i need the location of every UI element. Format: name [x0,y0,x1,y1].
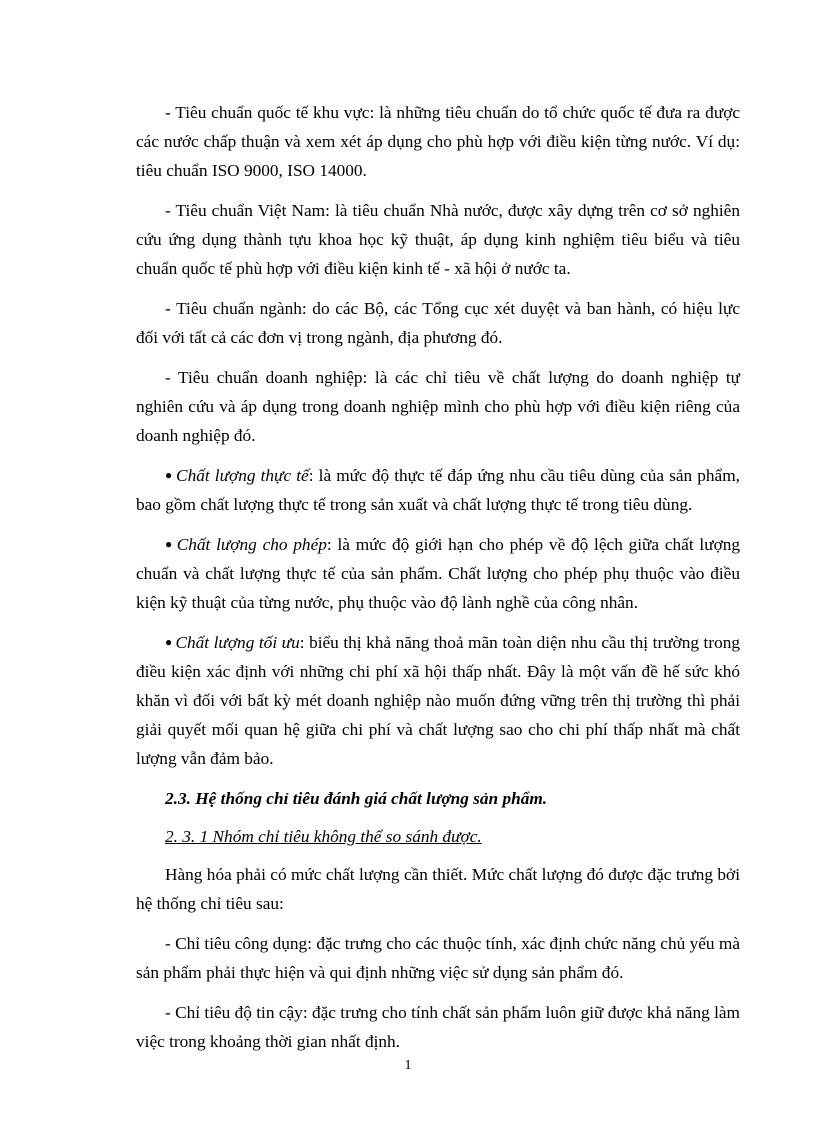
bullet-text: : là mức độ giới hạn cho phép về độ lệch giữa chất lượng chuẩn và chất lượng thực tế của sản phẩm. Chất lượng cho phép phụ thuộc vào điều kiện kỹ thuật của từng nước, phụ thuộc vào độ lành nghề của công nhân. [136,535,740,612]
bullet-term: Chất lượng cho phép [176,535,327,554]
bullet-term: Chất lượng tối ưu [175,633,300,652]
paragraph-utility-indicator: - Chỉ tiêu công dụng: đặc trưng cho các thuộc tính, xác định chức năng chủ yếu mà sản phẩm phải thực hiện và qui định những việc sử dụng sản phẩm đó. [136,934,740,982]
paragraph-vietnam-standard: - Tiêu chuẩn Việt Nam: là tiêu chuẩn Nhà nước, được xây dựng trên cơ sở nghiên cứu ứng dụng thành tựu khoa học kỹ thuật, áp dụng kinh nghiệm tiêu biểu và tiêu chuẩn quốc tế phù hợp với điều kiện kinh tế - xã hội ở nước ta. [136,201,740,278]
paragraph-reliability-indicator: - Chỉ tiêu độ tin cậy: đặc trưng cho tính chất sản phẩm luôn giữ được khả năng làm việc trong khoảng thời gian nhất định. [136,1003,740,1051]
bullet-dot-icon: ● [165,635,173,649]
paragraph-industry-standard: - Tiêu chuẩn ngành: do các Bộ, các Tổng cục xét duyệt và ban hành, có hiệu lực đối với tất cả các đơn vị trong ngành, địa phương đó. [136,299,740,347]
paragraph-quality-level: Hàng hóa phải có mức chất lượng cần thiết. Mức chất lượng đó được đặc trưng bởi hệ thống chỉ tiêu sau: [136,865,740,913]
bullet-term: Chất lượng thực tế [176,466,309,485]
bullet-text: : là mức độ thực tế đáp ứng nhu cầu tiêu dùng của sản phẩm, bao gồm chất lượng thực tế trong sản xuất và chất lượng thực tế trong tiêu dùng. [136,466,740,514]
bullet-actual-quality [136,461,740,519]
bullet-optimal-quality [136,628,740,773]
bullet-text: : biểu thị khả năng thoả mãn toàn diện nhu cầu thị trường trong điều kiện xác định với những chi phí xã hội thấp nhất. Đây là một vấn đề hế sức khó khăn vì đối với bất kỳ mét doanh nghiệp nào muốn đứng vững trên thị trường thì phải giải quyết mối quan hệ giữa chi phí và chất lượng sao cho chi phí thấp nhất mà chất lượng vẫn đảm bảo. [136,633,741,768]
bullet-allowed-quality [136,530,740,617]
document-page [136,98,740,1067]
section-subheading: 2. 3. 1 Nhóm chỉ tiêu không thể so sánh được. [165,827,482,846]
bullet-dot-icon: ● [165,537,174,551]
bullet-dot-icon: ● [165,468,174,482]
page-number: 1 [404,1058,412,1073]
section-heading: 2.3. Hệ thống chỉ tiêu đánh giá chất lượng sản phẩm. [165,789,548,808]
paragraph-international-standard: - Tiêu chuẩn quốc tế khu vực: là những tiêu chuẩn do tổ chức quốc tế đưa ra được các nước chấp thuận và xem xét áp dụng cho phù hợp với điều kiện từng nước. Ví dụ: tiêu chuẩn ISO 9000, ISO 14000. [136,103,740,180]
paragraph-enterprise-standard: - Tiêu chuẩn doanh nghiệp: là các chỉ tiêu về chất lượng do doanh nghiệp tự nghiên cứu và áp dụng trong doanh nghiệp mình cho phù hợp với điều kiện riêng của doanh nghiệp đó. [136,368,740,445]
